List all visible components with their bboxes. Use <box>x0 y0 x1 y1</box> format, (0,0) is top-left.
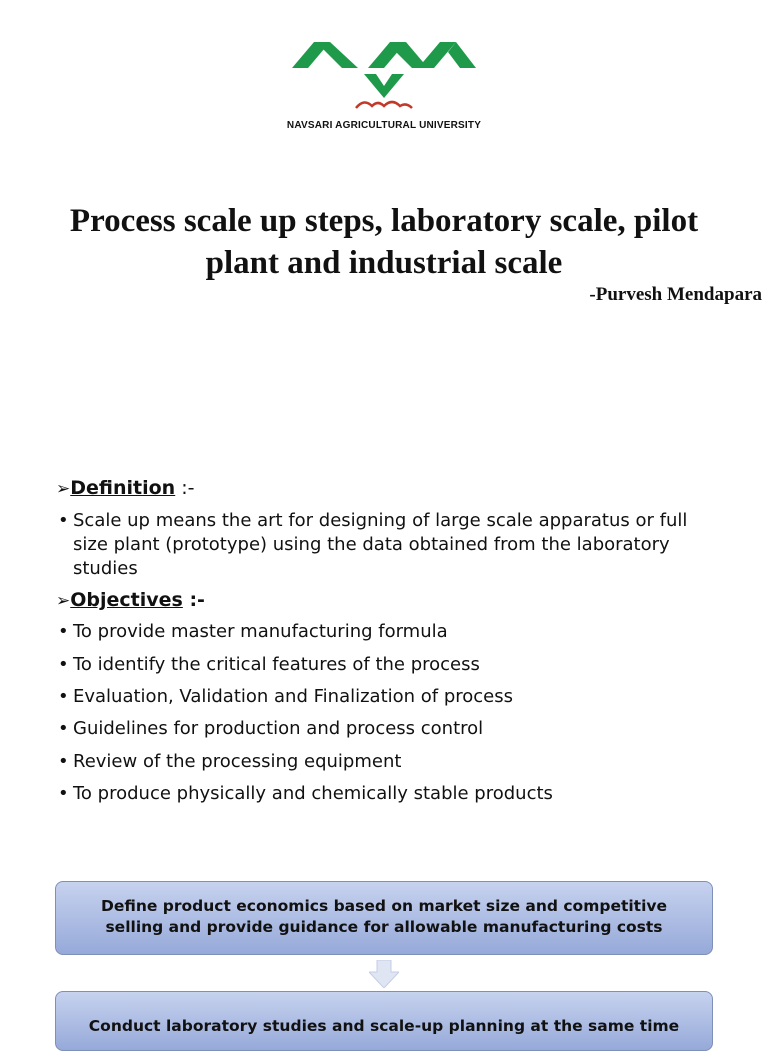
bullet-dot-icon: • <box>58 654 69 675</box>
university-name: NAVSARI AGRICULTURAL UNIVERSITY <box>286 120 482 131</box>
objective-text: To identify the critical features of the process <box>73 654 480 675</box>
definition-label: Definition <box>70 477 176 499</box>
author-name: -Purvesh Mendapara <box>589 284 762 305</box>
objective-item <box>58 653 708 677</box>
objective-text: Review of the processing equipment <box>73 751 402 772</box>
objective-text: Guidelines for production and process control <box>73 718 484 739</box>
flowchart-step-text: Define product economics based on market size and competitive selling and provide guidance for allowable manufacturing costs <box>100 897 668 936</box>
bullet-dot-icon: • <box>58 783 69 804</box>
university-logo <box>272 28 496 144</box>
university-emblem-icon <box>272 28 496 124</box>
slide-title <box>20 200 748 284</box>
objective-item <box>58 717 708 741</box>
bullet-dot-icon: • <box>58 718 69 739</box>
objectives-heading <box>56 588 205 613</box>
objective-item <box>58 685 708 709</box>
title-line-1: Process scale up steps, laboratory scale, pilot <box>69 203 699 239</box>
arrow-bullet-icon: ➢ <box>56 591 71 611</box>
objectives-label: Objectives <box>70 589 183 611</box>
bullet-dot-icon: • <box>58 751 69 772</box>
flowchart-step-1 <box>55 881 713 955</box>
definition-suffix: :- <box>175 477 195 499</box>
definition-bullet <box>58 509 708 581</box>
objective-item <box>58 782 708 806</box>
objective-item <box>58 620 708 644</box>
bullet-dot-icon: • <box>58 621 69 642</box>
objective-text: To provide master manufacturing formula <box>73 621 448 642</box>
objective-text: To produce physically and chemically stable products <box>73 783 553 804</box>
bullet-dot-icon: • <box>58 510 69 531</box>
title-line-2: plant and industrial scale <box>205 245 563 281</box>
definition-text: Scale up means the art for designing of large scale apparatus or full size plant (prototype) using the data obtained from the laboratory studies <box>73 510 688 579</box>
arrow-bullet-icon: ➢ <box>56 479 71 499</box>
down-arrow-icon <box>369 960 399 988</box>
objectives-suffix: :- <box>182 589 205 611</box>
flowchart-step-text: Conduct laboratory studies and scale-up planning at the same time <box>88 1017 680 1035</box>
objective-text: Evaluation, Validation and Finalization of process <box>73 686 514 707</box>
definition-heading <box>56 476 195 501</box>
objective-item <box>58 750 708 774</box>
bullet-dot-icon: • <box>58 686 69 707</box>
flowchart-step-2 <box>55 991 713 1051</box>
